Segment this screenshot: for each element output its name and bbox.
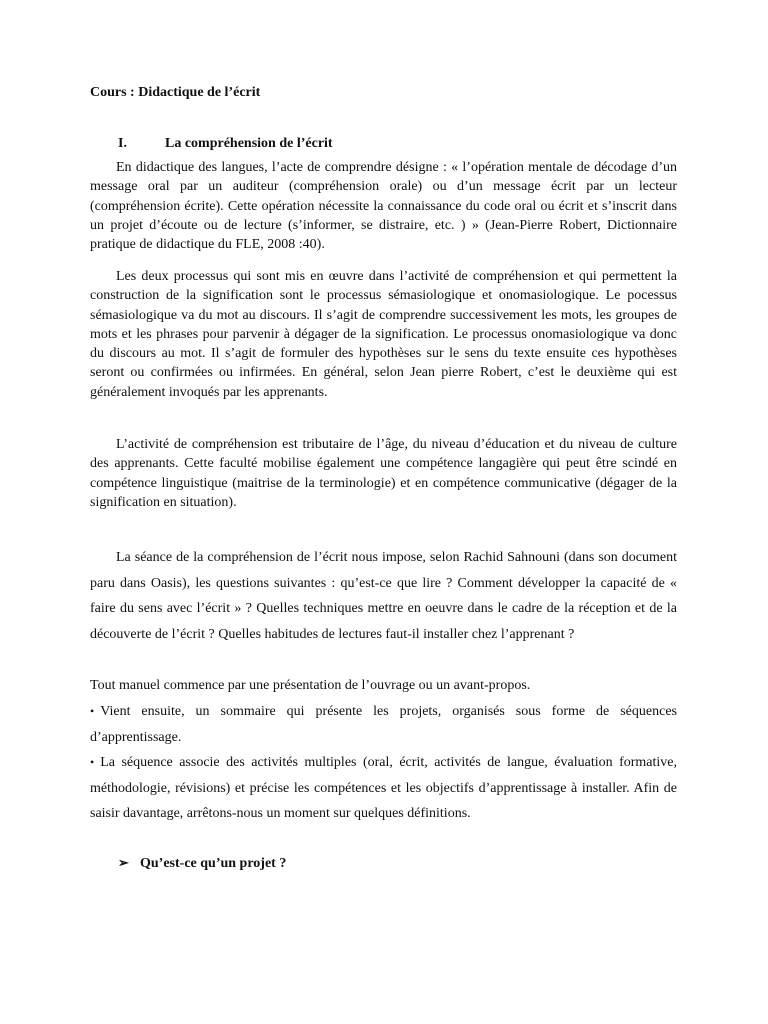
bullet-item bbox=[90, 750, 677, 827]
paragraph-definition: En didactique des langues, l’acte de comprendre désigne : « l’opération mentale de décodage d’un message oral par un auditeur (compréhension orale) ou d’un message écrit par un lecteur (compréhension écrite). Cette opération nécessite la connaissance du code oral ou écrit et s’inscrit dans un projet d’écoute ou de lecture (s’informer, se distraire, etc. ) » (Jean-Pierre Robert, Dictionnaire pratique de didactique du FLE, 2008 :40). bbox=[90, 160, 677, 253]
bullet-text: Vient ensuite, un sommaire qui présente les projets, organisés sous forme de séquences d’apprentissage. bbox=[90, 704, 677, 745]
paragraph-questions: La séance de la compréhension de l’écrit nous impose, selon Rachid Sahnouni (dans son document paru dans Oasis), les questions suivantes : qu’est-ce que lire ? Comment développer la capacité de « faire du sens avec l’écrit » ? Quelles techniques mettre en oeuvre dans le cadre de la réception et de la découverte de l’écrit ? Quelles habitudes de lectures faut-il installer chez l’apprenant ? bbox=[90, 550, 677, 642]
bullet-item bbox=[90, 699, 677, 750]
paragraph-processes: Les deux processus qui sont mis en œuvre dans l’activité de compréhension et qui permettent la construction de la signification sont le processus sémasiologique et onomasiologique. Le pocessus sémasiologique va du mot au discours. Il s’agit de comprendre successivement les mots, les groupes de mots et les phrases pour parvenir à dégager de la signification. Le processus onomasiologique va donc du discours au mot. Il s’agit de formuler des hypothèses sur le sens du texte ensuite ces hypothèses seront ou confirmées ou infirmées. En général, selon Jean pierre Robert, c’est le deuxième qui est généralement invoqués par les apprenants. bbox=[90, 269, 677, 400]
bullet-icon: • bbox=[90, 755, 95, 769]
paragraph-activity: L’activité de compréhension est tributaire de l’âge, du niveau d’éducation et du niveau de culture des apprenants. Cette faculté mobilise également une compétence langagière qui peut être scindé en compétence linguistique (maitrise de la terminologie) et en compétence communicative (dégager de la signification en situation). bbox=[90, 437, 677, 510]
paragraph-manual: Tout manuel commence par une présentation de l’ouvrage ou un avant-propos. bbox=[90, 678, 531, 693]
bullet-text: La séquence associe des activités multiples (oral, écrit, activités de langue, évaluation formative, méthodologie, révisions) et précise les compétences et les objectifs d’apprentissage à installer. Afin de saisir davantage, arrêtons-nous un moment sur quelques définitions. bbox=[90, 755, 677, 822]
section-number: I. bbox=[118, 136, 127, 151]
subheading-text: Qu’est-ce qu’un projet ? bbox=[140, 856, 287, 871]
bullet-icon: • bbox=[90, 704, 95, 718]
subheading-project bbox=[118, 855, 286, 872]
section-title: La compréhension de l’écrit bbox=[165, 136, 333, 151]
arrow-bullet-icon: ➢ bbox=[118, 855, 129, 870]
course-title: Cours : Didactique de l’écrit bbox=[90, 85, 261, 100]
document-page bbox=[90, 0, 677, 1024]
